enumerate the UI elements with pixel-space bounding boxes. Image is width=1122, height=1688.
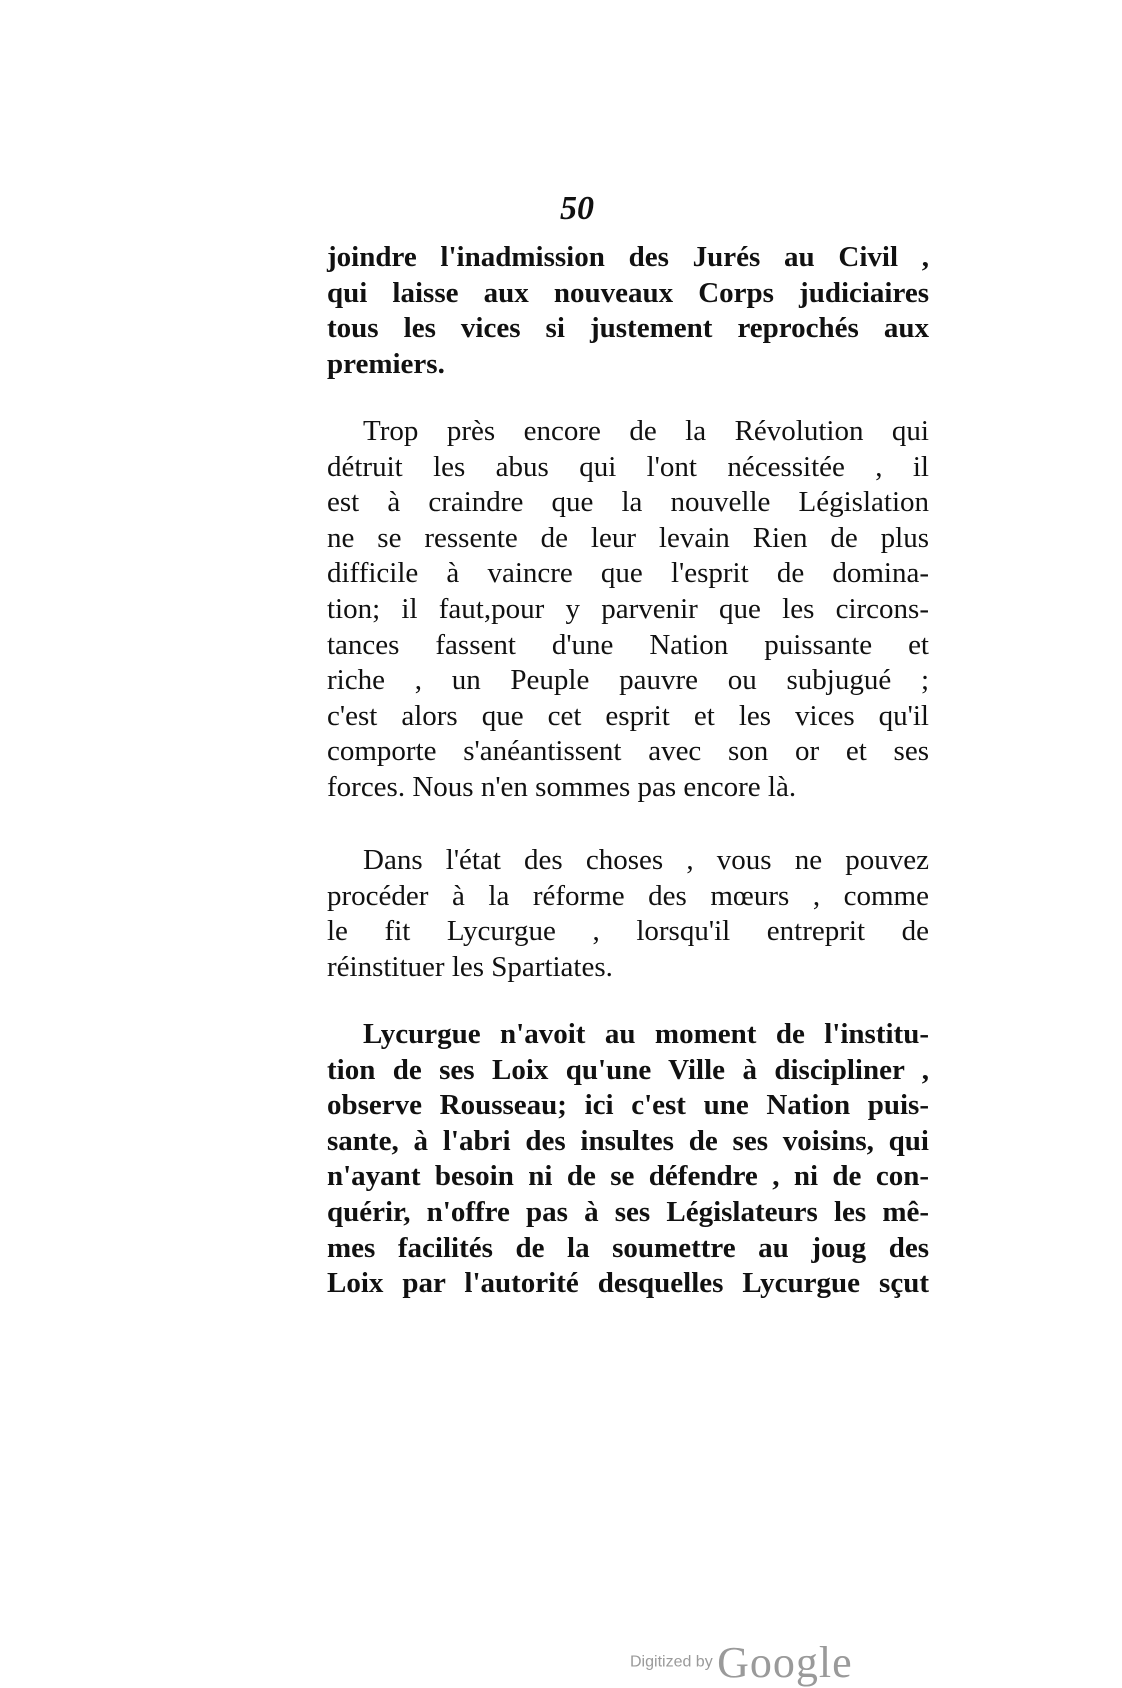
text-line: procéder à la réforme des mœurs , comme — [327, 879, 929, 912]
text-line: quérir, n'offre pas à ses Législateurs les mê- — [327, 1195, 929, 1228]
text-line: riche , un Peuple pauvre ou subjugué ; — [327, 664, 929, 697]
text-line: observe Rousseau; ici c'est une Nation puis- — [327, 1089, 929, 1122]
text-line: forces. Nous n'en sommes pas encore là. — [327, 770, 797, 803]
text-line: ne se ressente de leur levain Rien de plus — [327, 521, 929, 554]
text-line: détruit les abus qui l'ont nécessitée , il — [327, 450, 929, 483]
text-line: Trop près encore de la Révolution qui — [363, 415, 929, 447]
text-line: Loix par l'autorité desquelles Lycurgue sçut — [327, 1267, 929, 1300]
paragraph-4 — [327, 1017, 929, 1302]
page-number: 50 — [560, 190, 594, 227]
paragraph-3 — [327, 843, 929, 985]
digitized-watermark — [630, 1637, 853, 1688]
text-line: sante, à l'abri des insultes de ses voisins, qui — [327, 1124, 929, 1157]
text-line: premiers. — [327, 347, 445, 380]
text-line: tances fassent d'une Nation puissante et — [327, 628, 929, 661]
text-line: Lycurgue n'avoit au moment de l'institu- — [363, 1018, 929, 1050]
text-line: réinstituer les Spartiates. — [327, 950, 613, 983]
text-line: tion de ses Loix qu'une Ville à discipliner , — [327, 1053, 929, 1086]
text-line: n'ayant besoin ni de se défendre , ni de con- — [327, 1160, 929, 1193]
text-line: est à craindre que la nouvelle Législation — [327, 486, 929, 519]
text-line: c'est alors que cet esprit et les vices qu'il — [327, 699, 929, 732]
watermark-prefix: Digitized by — [630, 1653, 713, 1671]
text-line: le fit Lycurgue , lorsqu'il entreprit de — [327, 915, 929, 948]
text-line: comporte s'anéantissent avec son or et ses — [327, 735, 929, 768]
text-line: qui laisse aux nouveaux Corps judiciaires — [327, 276, 929, 309]
text-line: joindre l'inadmission des Jurés au Civil , — [327, 241, 929, 273]
paragraph-1 — [327, 240, 929, 382]
paragraph-2 — [327, 414, 929, 806]
text-line: difficile à vaincre que l'esprit de domina- — [327, 557, 929, 590]
text-line: tous les vices si justement reprochés aux — [327, 312, 929, 345]
text-line: Dans l'état des choses , vous ne pouvez — [363, 844, 929, 876]
watermark-brand: Google — [717, 1638, 853, 1687]
text-line: tion; il faut,pour y parvenir que les circons- — [327, 592, 929, 625]
text-line: mes facilités de la soumettre au joug des — [327, 1231, 929, 1264]
